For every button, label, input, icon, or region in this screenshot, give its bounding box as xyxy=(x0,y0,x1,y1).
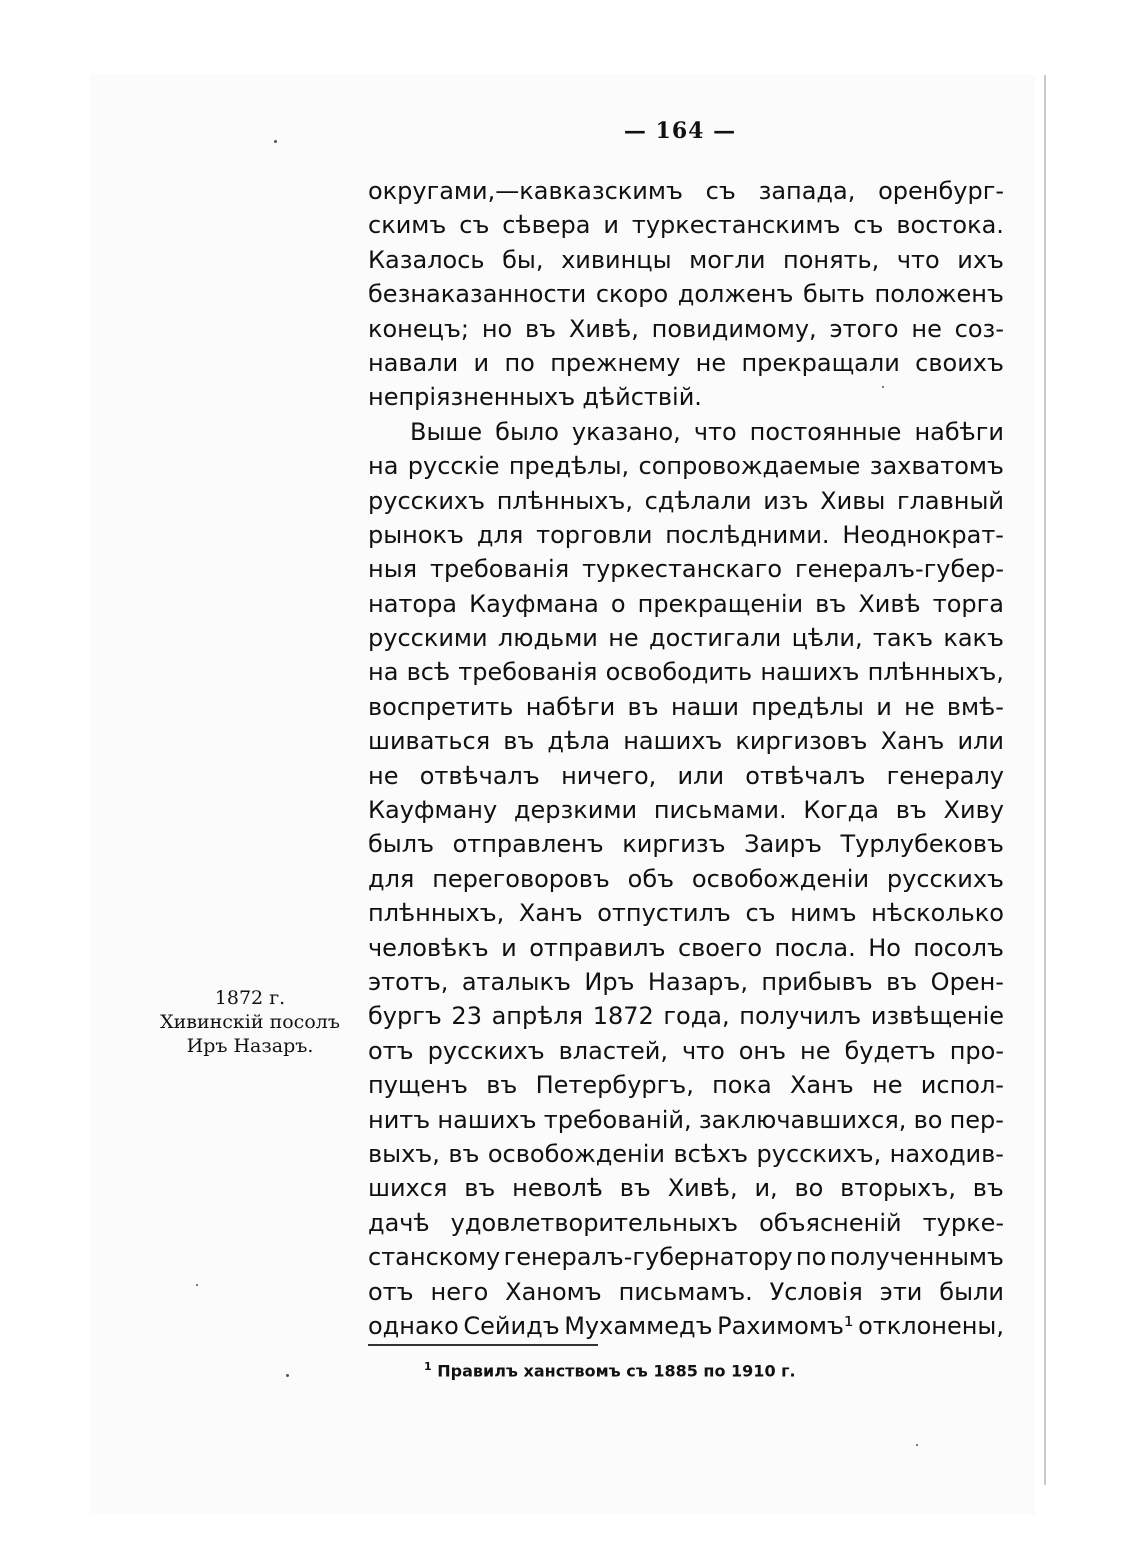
text-line: скимъ съ сѣвера и туркестанскимъ съ востока. xyxy=(368,211,1004,240)
text-line: рынокъ для торговли послѣдними. Неоднократ- xyxy=(368,520,1004,549)
text-line: дачѣ удовлетворительныхъ объясненій турке- xyxy=(368,1208,1004,1237)
text-line: Выше было указано, что постоянные набѣги xyxy=(410,417,1004,446)
footnote-text: Правилъ ханствомъ съ 1885 по 1910 г. xyxy=(437,1361,796,1381)
text-line: выхъ, въ освобожденіи всѣхъ русскихъ, находив- xyxy=(368,1139,1004,1168)
page-number: — 164 — xyxy=(623,118,737,144)
text-line: отъ него Ханомъ письмамъ. Условія эти были xyxy=(368,1277,1004,1306)
text-line: былъ отправленъ киргизъ Заиръ Турлубековъ xyxy=(368,830,1004,859)
text-line: конецъ; но въ Хивѣ, повидимому, этого не соз- xyxy=(368,314,1004,343)
text-line: Кауфману дерзкими письмами. Когда въ Хиву xyxy=(368,796,1004,825)
scan-speck xyxy=(196,1284,198,1286)
text-line: этотъ, аталыкъ Иръ Назаръ, прибывъ въ Орен- xyxy=(368,967,1004,996)
text-line: для переговоровъ объ освобожденіи русскихъ xyxy=(368,864,1004,893)
margin-note xyxy=(140,986,360,1058)
text-line: на всѣ требованія освободить нашихъ плѣнныхъ, xyxy=(368,658,1004,687)
text-line: человѣкъ и отправилъ своего посла. Но посолъ xyxy=(368,933,1004,962)
text-line: русскихъ плѣнныхъ, сдѣлали изъ Хивы главный xyxy=(368,486,1004,515)
text-line: плѣнныхъ, Ханъ отпустилъ съ нимъ нѣсколько xyxy=(368,899,1004,928)
text-line: русскими людьми не достигали цѣли, такъ какъ xyxy=(368,624,1004,653)
text-line: однако Сейидъ Мухаммедъ Рахимомъ¹ отклонены, xyxy=(368,1311,1004,1340)
scan-speck xyxy=(916,1444,918,1446)
text-line: на русскіе предѣлы, сопровождаемые захватомъ xyxy=(368,452,1004,481)
text-line: навали и по прежнему не прекращали своихъ xyxy=(368,348,1004,377)
text-line: бургъ 23 апрѣля 1872 года, получилъ извѣщеніе xyxy=(368,1002,1004,1031)
text-line: шиваться въ дѣла нашихъ киргизовъ Ханъ или xyxy=(368,727,1004,756)
text-line: безнаказанности скоро долженъ быть положенъ xyxy=(368,280,1004,309)
margin-note-year: 1872 г. xyxy=(214,987,286,1009)
text-line: отъ русскихъ властей, что онъ не будетъ про- xyxy=(368,1036,1004,1065)
text-line: не отвѣчалъ ничего, или отвѣчалъ генералу xyxy=(368,761,1004,790)
footnote xyxy=(424,1360,796,1380)
text-line: Казалось бы, хивинцы могли понять, что ихъ xyxy=(368,245,1004,274)
text-line: пущенъ въ Петербургъ, пока Ханъ не испол- xyxy=(368,1071,1004,1100)
text-line: округами,—кавказскимъ съ запада, оренбург- xyxy=(368,177,1004,205)
page-edge-line xyxy=(1044,75,1046,1485)
text-line: непріязненныхъ дѣйствій. xyxy=(368,383,702,412)
text-line: станскому генералъ-губернатору по полученнымъ xyxy=(368,1243,1004,1272)
text-line: ныя требованія туркестанскаго генералъ-губер- xyxy=(368,555,1004,584)
text-line: воспретить набѣги въ наши предѣлы и не вмѣ- xyxy=(368,692,1004,721)
text-line: натора Кауфмана о прекращеніи въ Хивѣ торга xyxy=(368,589,1004,618)
text-line: нитъ нашихъ требованій, заключавшихся, во пер- xyxy=(368,1105,1004,1134)
margin-note-title: Хивинскій посолъ xyxy=(160,1011,340,1033)
body-text xyxy=(368,174,1004,1343)
footnote-marker: 1 xyxy=(424,1360,432,1373)
text-line: шихся въ неволѣ въ Хивѣ, и, во вторыхъ, въ xyxy=(368,1174,1004,1203)
scan-speck xyxy=(286,1374,289,1377)
scan-speck xyxy=(274,140,277,143)
footnote-divider xyxy=(368,1344,598,1346)
margin-note-name: Иръ Назаръ. xyxy=(186,1035,314,1057)
